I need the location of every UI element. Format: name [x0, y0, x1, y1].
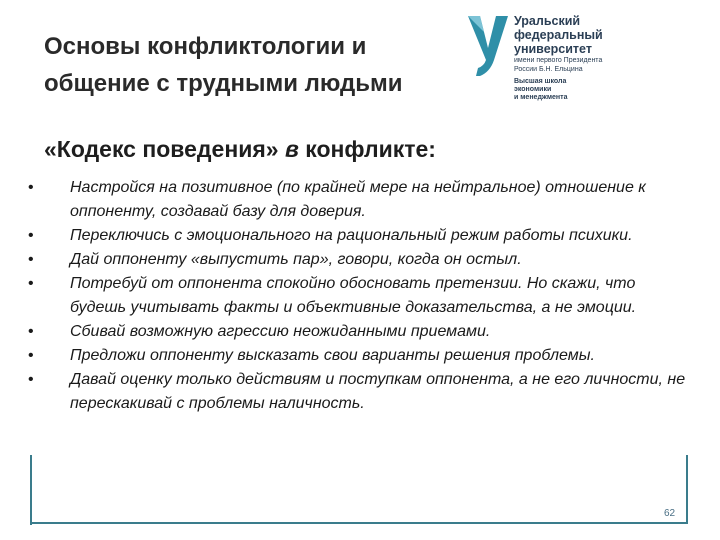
logo-text: [514, 14, 714, 102]
slide-title: Основы конфликтологии и общение с трудными людьми: [44, 33, 403, 97]
bullet-icon: •: [28, 347, 34, 364]
bullet-icon: •: [28, 227, 34, 244]
logo-line-2: федеральный: [514, 28, 603, 42]
list-item: [28, 248, 688, 272]
list-item-text: Предложи оппоненту высказать свои варианты решения проблемы.: [70, 347, 595, 364]
heading-main: «Кодекс поведения»: [44, 136, 279, 162]
logo-school-2: экономики: [514, 86, 552, 93]
list-item: [28, 368, 688, 416]
list-item-text: Дай оппоненту «выпустить пар», говори, когда он остыл.: [70, 251, 522, 268]
bullet-list: [28, 176, 688, 416]
list-item: [28, 224, 688, 248]
list-item: [28, 320, 688, 344]
bullet-icon: •: [28, 251, 34, 268]
logo-sub-2: России Б.Н. Ельцина: [514, 66, 583, 73]
bullet-icon: •: [28, 323, 34, 340]
list-item: [28, 176, 688, 224]
frame-left-line: [30, 455, 32, 525]
university-logo: [466, 14, 720, 100]
frame-bottom-line: [30, 522, 688, 524]
list-item: [28, 272, 688, 320]
list-item-text: Потребуй от оппонента спокойно обосновать претензии. Но скажи, что будешь учитывать факты и объективные доказательства, а не эмоции.: [70, 275, 637, 316]
heading-connector: в: [284, 136, 299, 162]
list-item-text: Сбивай возможную агрессию неожиданными приемами.: [70, 323, 491, 340]
urfu-logo-icon: [466, 14, 510, 80]
heading-tail: конфликте:: [305, 136, 436, 162]
logo-sub-1: имени первого Президента: [514, 57, 603, 64]
logo-school-3: и менеджмента: [514, 94, 568, 101]
bullet-icon: •: [28, 371, 34, 388]
section-heading: [44, 136, 436, 163]
logo-line-1: Уральский: [514, 14, 581, 28]
logo-school-1: Высшая школа: [514, 78, 567, 85]
bullet-icon: •: [28, 179, 34, 196]
list-item: [28, 344, 688, 368]
logo-line-3: университет: [514, 42, 592, 56]
page-number: 62: [664, 508, 676, 519]
frame-right-line: [686, 455, 688, 524]
list-item-text: Давай оценку только действиям и поступкам оппонента, а не его личности, не перескакивай с проблемы наличность.: [70, 371, 686, 412]
bullet-icon: •: [28, 275, 34, 292]
list-item-text: Настройся на позитивное (по крайней мере на нейтральное) отношение к оппоненту, создавай базу для доверия.: [70, 179, 646, 220]
list-item-text: Переключись с эмоционального на рациональный режим работы психики.: [70, 227, 633, 244]
